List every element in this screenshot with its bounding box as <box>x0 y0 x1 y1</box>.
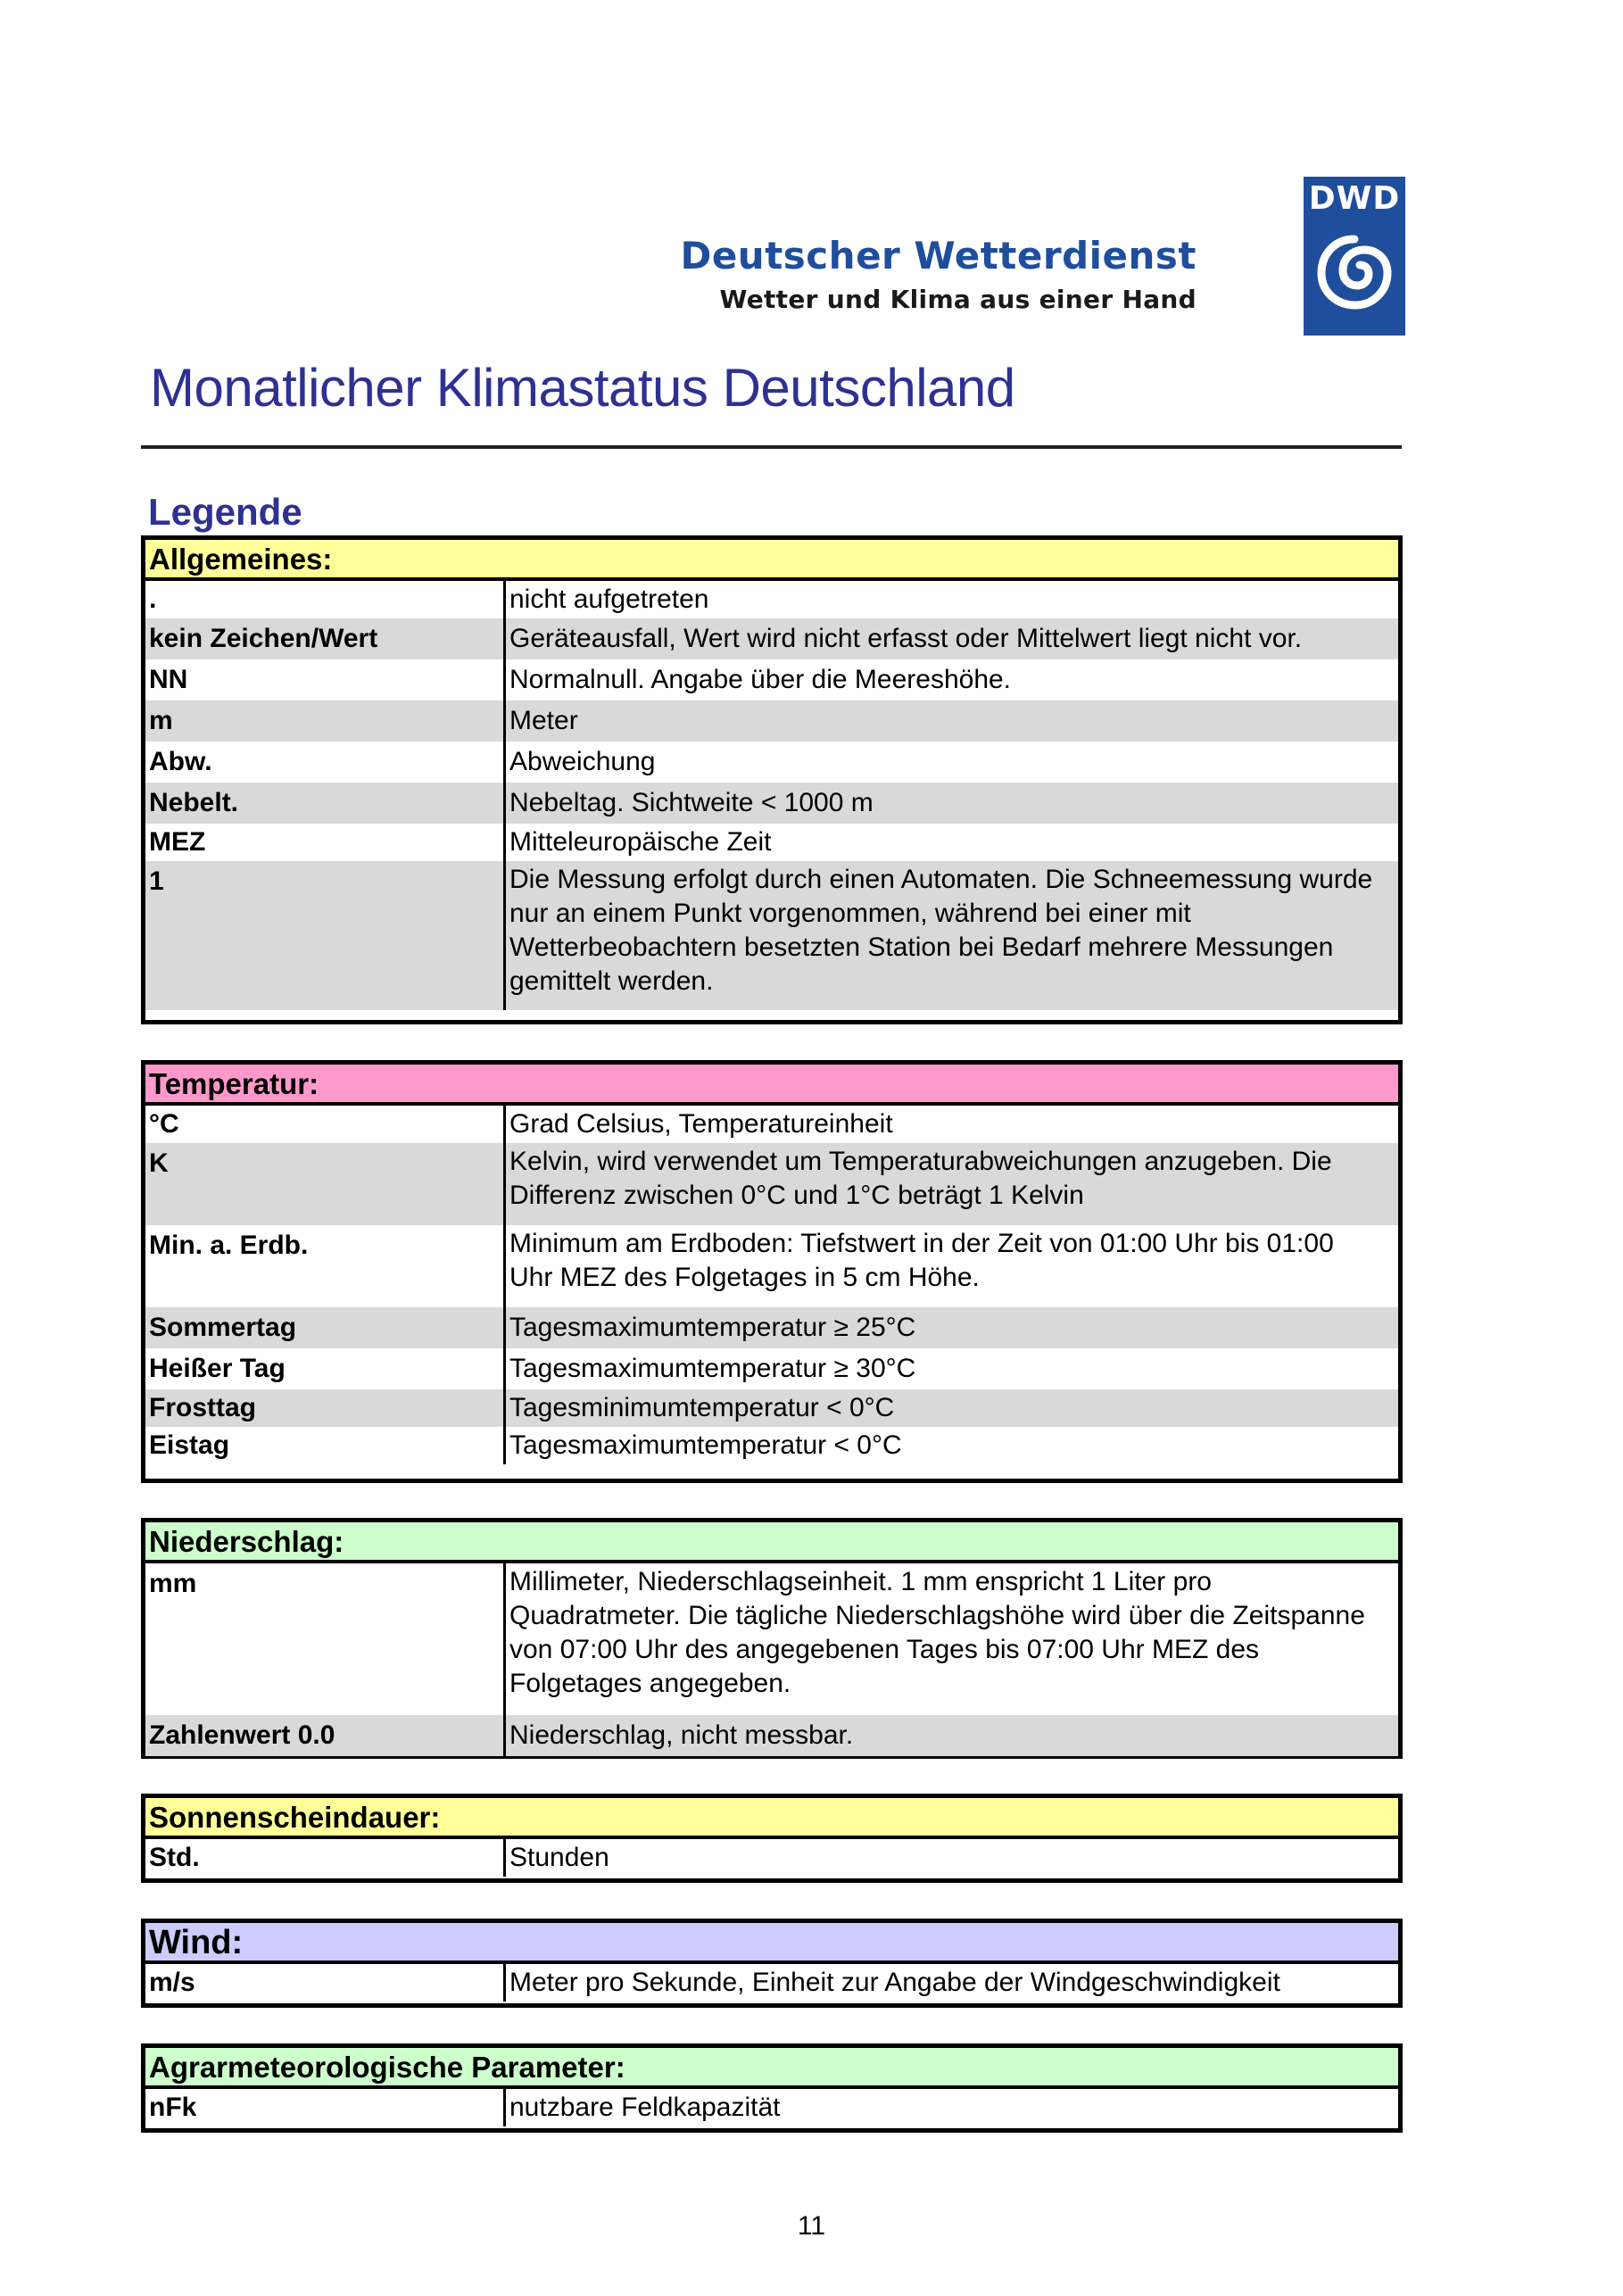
section-heading: Sonnenscheindauer: <box>145 1798 1398 1839</box>
swirl-logo-icon <box>1314 232 1395 312</box>
legend-value <box>506 1143 1398 1225</box>
section-heading: Agrarmeteorologische Parameter: <box>145 2048 1398 2089</box>
legend-row <box>145 1839 1398 1877</box>
legend-value-line: Mitteleuropäische Zeit <box>509 827 772 857</box>
legend-key: K <box>145 1143 506 1225</box>
section-allgemeines <box>141 535 1403 1024</box>
legend-value-line: Millimeter, Niederschlagseinheit. 1 mm enspricht 1 Liter pro <box>509 1567 1212 1596</box>
legend-value <box>506 659 1398 700</box>
legend-row <box>145 1389 1398 1427</box>
section-heading: Wind: <box>145 1923 1398 1964</box>
legend-value <box>506 2089 1398 2126</box>
section-wind <box>141 1919 1403 2008</box>
legend-value-line: Meter <box>509 706 578 735</box>
legend-key: °C <box>145 1106 506 1143</box>
logo-slogan: Wetter und Klima aus einer Hand <box>719 285 1197 314</box>
legend-key: nFk <box>145 2089 506 2126</box>
section-niederschlag <box>141 1518 1403 1759</box>
section-rows <box>145 2089 1398 2126</box>
legend-key: Heißer Tag <box>145 1348 506 1389</box>
legend-row <box>145 2089 1398 2126</box>
logo-text <box>680 234 1197 314</box>
legend-value-line: Abweichung <box>509 747 656 776</box>
legend-row <box>145 1563 1398 1715</box>
legend-value <box>506 742 1398 783</box>
title-rule <box>141 445 1402 449</box>
section-sonnenscheindauer <box>141 1794 1403 1883</box>
legend-value-line: Tagesmaximumtemperatur < 0°C <box>509 1430 902 1460</box>
legend-value-line: nicht aufgetreten <box>509 584 709 614</box>
legend-value-line: Tagesminimumtemperatur < 0°C <box>509 1393 895 1422</box>
legend-key: kein Zeichen/Wert <box>145 618 506 659</box>
legend-value-line: Tagesmaximumtemperatur ≥ 30°C <box>509 1354 916 1383</box>
legend-key: Abw. <box>145 742 506 783</box>
legend-value-line: Normalnull. Angabe über die Meereshöhe. <box>509 665 1012 694</box>
legend-value-line: Quadratmeter. Die tägliche Niederschlagshöhe wird über die Zeitspanne <box>509 1601 1365 1630</box>
legend-value <box>506 1225 1398 1307</box>
section-rows <box>145 1964 1398 2002</box>
legend-value-line: Meter pro Sekunde, Einheit zur Angabe der Windgeschwindigkeit <box>509 1968 1280 1997</box>
legend-key: Std. <box>145 1839 506 1877</box>
logo-box <box>1304 177 1405 336</box>
legend-key: MEZ <box>145 824 506 861</box>
legend-value <box>506 700 1398 742</box>
legend-value <box>506 1307 1398 1348</box>
section-temperatur <box>141 1060 1403 1483</box>
legend-row <box>145 1143 1398 1225</box>
legend-value-line: gemittelt werden. <box>509 966 714 996</box>
section-rows <box>145 1839 1398 1877</box>
logo-name: Deutscher Wetterdienst <box>680 234 1197 278</box>
legend-row <box>145 783 1398 824</box>
section-agrarmeteorologie <box>141 2043 1403 2133</box>
legend-value-line: Folgetages angegeben. <box>509 1669 791 1698</box>
legend-key: Min. a. Erdb. <box>145 1225 506 1307</box>
legend-value-line: Differenz zwischen 0°C und 1°C beträgt 1 Kelvin <box>509 1181 1084 1210</box>
legend-heading: Legende <box>148 491 302 533</box>
legend-row <box>145 1225 1398 1307</box>
legend-row <box>145 1427 1398 1464</box>
section-heading: Niederschlag: <box>145 1522 1398 1563</box>
legend-row <box>145 1348 1398 1389</box>
legend-value-line: Wetterbeobachtern besetzten Station bei Bedarf mehrere Messungen <box>509 932 1334 962</box>
legend-key: Eistag <box>145 1427 506 1464</box>
legend-value-line: Kelvin, wird verwendet um Temperaturabweichungen anzugeben. Die <box>509 1147 1332 1176</box>
section-rows <box>145 581 1398 1010</box>
logo-abbreviation: DWD <box>1308 180 1401 217</box>
legend-value <box>506 1715 1398 1756</box>
page-title: Monatlicher Klimastatus Deutschland <box>150 358 1015 418</box>
legend-value <box>506 1389 1398 1427</box>
legend-value <box>506 861 1398 1010</box>
legend-row <box>145 861 1398 1010</box>
legend-value-line: Uhr MEZ des Folgetages in 5 cm Höhe. <box>509 1263 980 1292</box>
legend-row <box>145 700 1398 742</box>
legend-value-line: Geräteausfall, Wert wird nicht erfasst oder Mittelwert liegt nicht vor. <box>509 624 1303 653</box>
legend-value <box>506 824 1398 861</box>
legend-key: . <box>145 581 506 618</box>
legend-value <box>506 1964 1398 2002</box>
legend-value-line: Tagesmaximumtemperatur ≥ 25°C <box>509 1313 916 1342</box>
legend-value <box>506 618 1398 659</box>
legend-row <box>145 1715 1398 1756</box>
legend-value-line: Niederschlag, nicht messbar. <box>509 1720 854 1750</box>
legend-value <box>506 1563 1398 1715</box>
legend-value <box>506 1348 1398 1389</box>
legend-value-line: nutzbare Feldkapazität <box>509 2093 781 2122</box>
legend-value <box>506 1106 1398 1143</box>
section-rows <box>145 1563 1398 1756</box>
legend-value-line: Minimum am Erdboden: Tiefstwert in der Zeit von 01:00 Uhr bis 01:00 <box>509 1229 1334 1258</box>
legend-row <box>145 1307 1398 1348</box>
legend-row <box>145 742 1398 783</box>
legend-key: Zahlenwert 0.0 <box>145 1715 506 1756</box>
legend-row <box>145 618 1398 659</box>
section-heading: Allgemeines: <box>145 540 1398 581</box>
legend-value-line: Grad Celsius, Temperatureinheit <box>509 1109 893 1139</box>
legend-key: 1 <box>145 861 506 1010</box>
dwd-logo <box>680 177 1405 336</box>
legend-value <box>506 581 1398 618</box>
legend-value-line: nur an einem Punkt vorgenommen, während bei einer mit <box>509 899 1191 928</box>
legend-row <box>145 581 1398 618</box>
section-heading: Temperatur: <box>145 1065 1398 1106</box>
legend-value <box>506 1427 1398 1464</box>
legend-row <box>145 1106 1398 1143</box>
legend-value <box>506 1839 1398 1877</box>
section-rows <box>145 1106 1398 1464</box>
legend-value <box>506 783 1398 824</box>
legend-row <box>145 1964 1398 2002</box>
legend-key: mm <box>145 1563 506 1715</box>
legend-key: m/s <box>145 1964 506 2002</box>
legend-key: Nebelt. <box>145 783 506 824</box>
legend-value-line: Die Messung erfolgt durch einen Automaten. Die Schneemessung wurde <box>509 865 1373 894</box>
legend-row <box>145 659 1398 700</box>
legend-value-line: Stunden <box>509 1843 609 1872</box>
legend-key: NN <box>145 659 506 700</box>
page-number: 11 <box>797 2211 826 2241</box>
legend-key: Frosttag <box>145 1389 506 1427</box>
legend-value-line: von 07:00 Uhr des angegebenen Tages bis 07:00 Uhr MEZ des <box>509 1635 1259 1664</box>
legend-key: m <box>145 700 506 742</box>
legend-row <box>145 824 1398 861</box>
legend-value-line: Nebeltag. Sichtweite < 1000 m <box>509 788 874 817</box>
legend-key: Sommertag <box>145 1307 506 1348</box>
